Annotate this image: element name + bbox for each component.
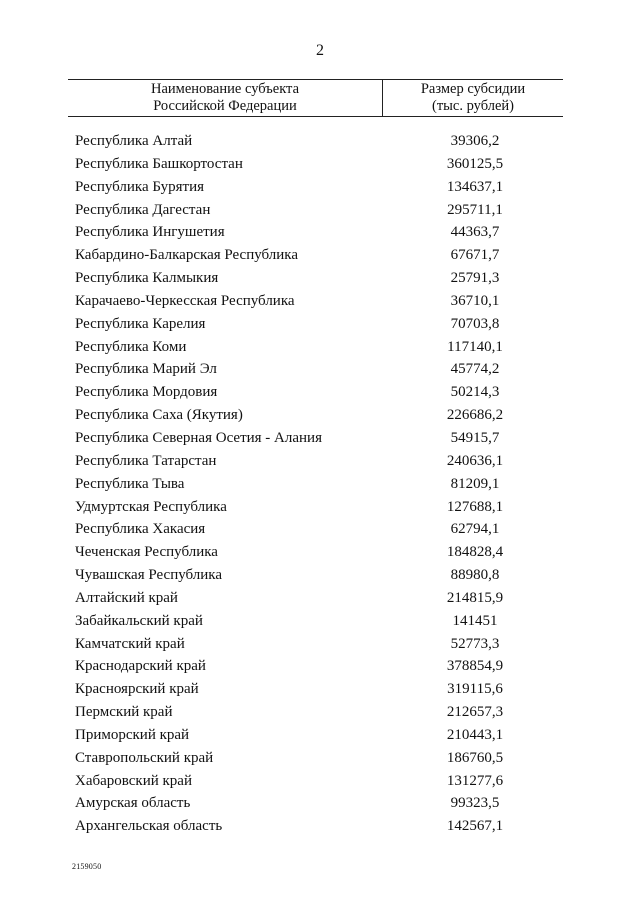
table-row (75, 747, 563, 770)
subject-name: Республика Калмыкия (75, 270, 219, 287)
subject-name: Алтайский край (75, 589, 178, 606)
subject-name: Архангельская область (75, 818, 223, 835)
table-row (75, 404, 563, 427)
subject-name: Карачаево-Черкесская Республика (75, 292, 295, 309)
subsidy-amount: 25791,3 (450, 270, 500, 287)
subject-name: Кабардино-Балкарская Республика (75, 247, 299, 264)
table-row (75, 518, 563, 541)
subject-name: Республика Саха (Якутия) (75, 407, 243, 424)
page-number: 2 (316, 42, 324, 59)
subsidy-amount: 226686,2 (446, 407, 504, 424)
table-row (75, 678, 563, 701)
subsidy-amount: 44363,7 (450, 224, 500, 241)
subject-name: Республика Северная Осетия - Алания (75, 429, 322, 446)
subject-name: Красноярский край (75, 681, 199, 698)
table-row (75, 655, 563, 678)
subsidy-amount: 214815,9 (446, 589, 504, 606)
subject-name: Республика Бурятия (75, 178, 205, 195)
table-row (75, 267, 563, 290)
table-row (75, 792, 563, 815)
subsidy-amount: 131277,6 (446, 772, 504, 789)
table-row (75, 176, 563, 199)
subject-name: Республика Карелия (75, 315, 206, 332)
table-row (75, 244, 563, 267)
subsidy-amount: 360125,5 (446, 155, 504, 172)
table-row (75, 770, 563, 793)
subsidy-amount: 378854,9 (446, 658, 504, 675)
subsidy-amount: 54915,7 (450, 429, 500, 446)
subsidy-amount: 36710,1 (450, 292, 500, 309)
subsidy-amount: 186760,5 (446, 749, 504, 766)
table-row (75, 541, 563, 564)
subsidy-amount: 117140,1 (447, 338, 503, 355)
table-row (75, 153, 563, 176)
subsidy-amount: 127688,1 (446, 498, 504, 515)
table-row (75, 564, 563, 587)
subject-name: Республика Тыва (75, 475, 185, 492)
subsidy-amount: 184828,4 (446, 544, 504, 561)
table-row (75, 221, 563, 244)
document-code: 2159050 (72, 862, 102, 871)
subject-name: Амурская область (75, 795, 191, 812)
subject-name: Республика Башкортостан (75, 155, 243, 172)
subsidy-amount: 142567,1 (446, 818, 504, 835)
subject-name: Республика Ингушетия (75, 224, 225, 241)
table-header (68, 79, 563, 117)
subsidy-amount: 39306,2 (450, 133, 500, 149)
table-row (75, 358, 563, 381)
subsidy-amount: 212657,3 (446, 704, 504, 721)
subject-name: Республика Марий Эл (75, 361, 217, 378)
subject-name: Республика Татарстан (75, 452, 217, 469)
subject-name: Приморский край (75, 726, 190, 743)
subsidy-amount: 99323,5 (450, 795, 500, 812)
subject-name: Чувашская Республика (75, 567, 223, 584)
subsidy-table-body (75, 130, 563, 838)
table-row (75, 199, 563, 222)
subject-name: Республика Коми (75, 338, 187, 355)
table-row (75, 633, 563, 656)
subsidy-amount: 45774,2 (450, 361, 500, 378)
header-subject-name (68, 80, 382, 116)
subsidy-amount: 62794,1 (450, 521, 500, 538)
subject-name: Краснодарский край (75, 658, 206, 675)
subsidy-amount: 50214,3 (450, 384, 500, 401)
subsidy-amount: 70703,8 (450, 315, 500, 332)
subsidy-amount: 81209,1 (450, 475, 500, 492)
subject-name: Республика Мордовия (75, 384, 218, 401)
subsidy-amount: 88980,8 (450, 567, 500, 584)
table-row (75, 701, 563, 724)
table-row (75, 610, 563, 633)
table-row (75, 290, 563, 313)
table-row (75, 130, 563, 153)
subsidy-amount: 52773,3 (450, 635, 500, 652)
subject-name: Республика Дагестан (75, 201, 211, 218)
subject-name: Ставропольский край (75, 749, 214, 766)
subject-name: Пермский край (75, 704, 173, 721)
table-row (75, 496, 563, 519)
header-subsidy-amount-line1: Размер субсидии (420, 81, 526, 97)
table-row (75, 724, 563, 747)
table-row (75, 587, 563, 610)
subject-name: Удмуртская Республика (75, 498, 227, 515)
subsidy-amount: 67671,7 (450, 247, 500, 264)
table-row (75, 450, 563, 473)
table-row (75, 313, 563, 336)
subsidy-amount: 210443,1 (446, 726, 504, 743)
table-row (75, 336, 563, 359)
subsidy-amount: 141451 (452, 612, 498, 629)
table-row (75, 427, 563, 450)
header-subsidy-amount-line2: (тыс. рублей) (432, 98, 514, 114)
header-subject-name-line2: Российской Федерации (153, 98, 297, 114)
table-row (75, 815, 563, 838)
subsidy-amount: 240636,1 (446, 452, 504, 469)
header-subsidy-amount (383, 80, 563, 116)
subsidy-amount: 295711,1 (447, 201, 503, 218)
table-row (75, 381, 563, 404)
header-subject-name-line1: Наименование субъекта (150, 81, 300, 97)
subject-name: Республика Алтай (75, 133, 193, 149)
subject-name: Камчатский край (75, 635, 185, 652)
table-row (75, 473, 563, 496)
subject-name: Забайкальский край (75, 612, 203, 629)
subsidy-amount: 319115,6 (447, 681, 503, 698)
subject-name: Чеченская Республика (75, 544, 218, 561)
subject-name: Республика Хакасия (75, 521, 206, 538)
subject-name: Хабаровский край (75, 772, 192, 789)
subsidy-amount: 134637,1 (446, 178, 504, 195)
